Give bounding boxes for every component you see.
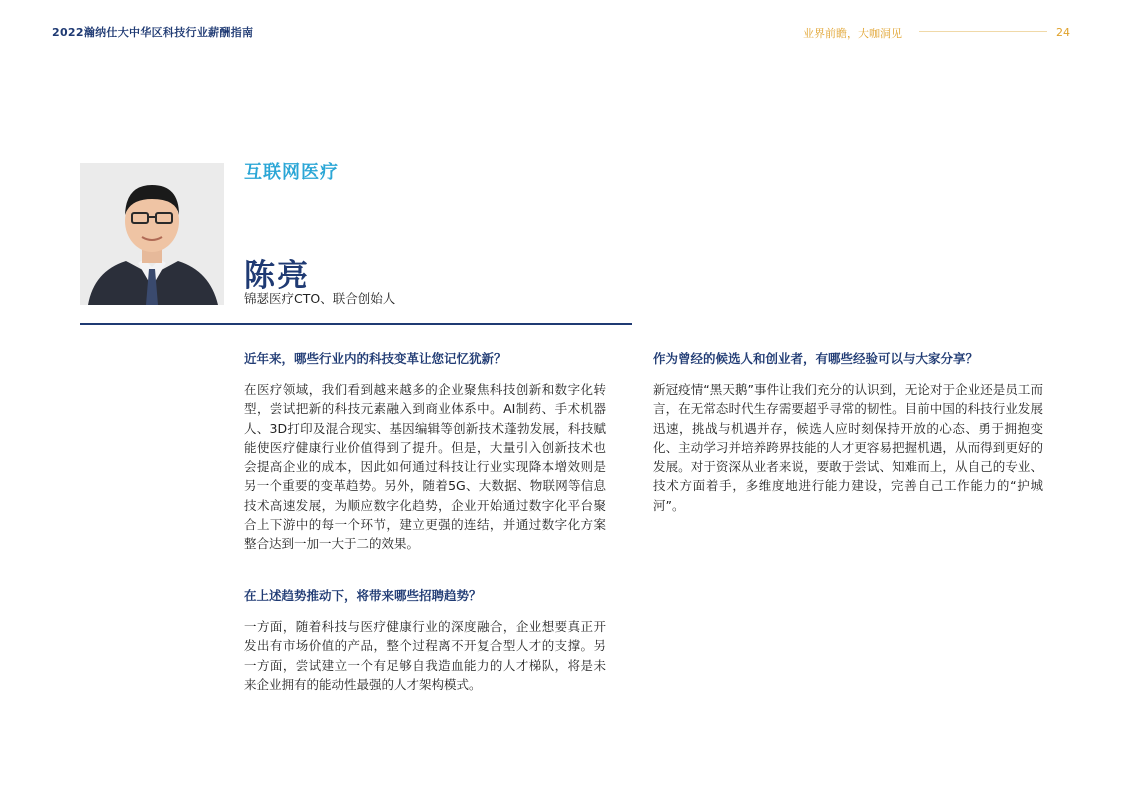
answer-1: 在医疗领域，我们看到越来越多的企业聚焦科技创新和数字化转型，尝试把新的科技元素融入到商业体系中。AI制药、手术机器人、3D打印及混合现实、基因编辑等创新技术蓬勃发展，科技赋能使医疗健康行业价值得到了提升。但是，大量引入创新技术也会提高企业的成本，因此如何通过科技让行业实现降本增效则是另一个重要的变革趋势。另外，随着5G、大数据、物联网等信息技术高速发展，为顺应数字化趋势，企业开始通过数字化平台聚合上下游中的每一个环节，建立更强的连结，并通过数字化方案整合达到一加一大于二的效果。 bbox=[244, 382, 606, 552]
qa-block-1 bbox=[244, 350, 606, 554]
header-rule bbox=[919, 31, 1047, 32]
person-name: 陈亮 bbox=[244, 258, 310, 294]
section-title: 互联网医疗 bbox=[244, 162, 339, 183]
question-2: 在上述趋势推动下，将带来哪些招聘趋势？ bbox=[244, 588, 482, 603]
question-1: 近年来，哪些行业内的科技变革让您记忆犹新？ bbox=[244, 351, 507, 366]
qa-block-3 bbox=[653, 350, 1043, 515]
portrait-photo bbox=[80, 163, 224, 305]
qa-block-2 bbox=[244, 587, 606, 694]
person-role: 锦瑟医疗CTO、联合创始人 bbox=[244, 291, 396, 306]
question-3: 作为曾经的候选人和创业者，有哪些经验可以与大家分享？ bbox=[653, 351, 979, 366]
answer-2: 一方面，随着科技与医疗健康行业的深度融合，企业想要真正开发出有市场价值的产品，整个过程离不开复合型人才的支撑。另一方面，尝试建立一个有足够自我造血能力的人才梯队，将是未来企业拥有的能动性最强的人才架构模式。 bbox=[244, 619, 606, 692]
header-tagline: 业界前瞻，大咖洞见 bbox=[803, 27, 902, 40]
page-number: 24 bbox=[1056, 26, 1070, 39]
section-divider bbox=[80, 323, 632, 325]
report-title: 2022瀚纳仕大中华区科技行业薪酬指南 bbox=[52, 26, 254, 39]
answer-3: 新冠疫情“黑天鹅”事件让我们充分的认识到，无论对于企业还是员工而言，在无常态时代生存需要超乎寻常的韧性。目前中国的科技行业发展迅速，挑战与机遇并存，候选人应时刻保持开放的心态、勇于拥抱变化、主动学习并培养跨界技能的人才更容易把握机遇，从而得到更好的发展。对于资深从业者来说，要敢于尝试、知难而上，从自己的专业、技术方面着手，多维度地进行能力建设，完善自己工作能力的“护城河”。 bbox=[653, 382, 1043, 513]
